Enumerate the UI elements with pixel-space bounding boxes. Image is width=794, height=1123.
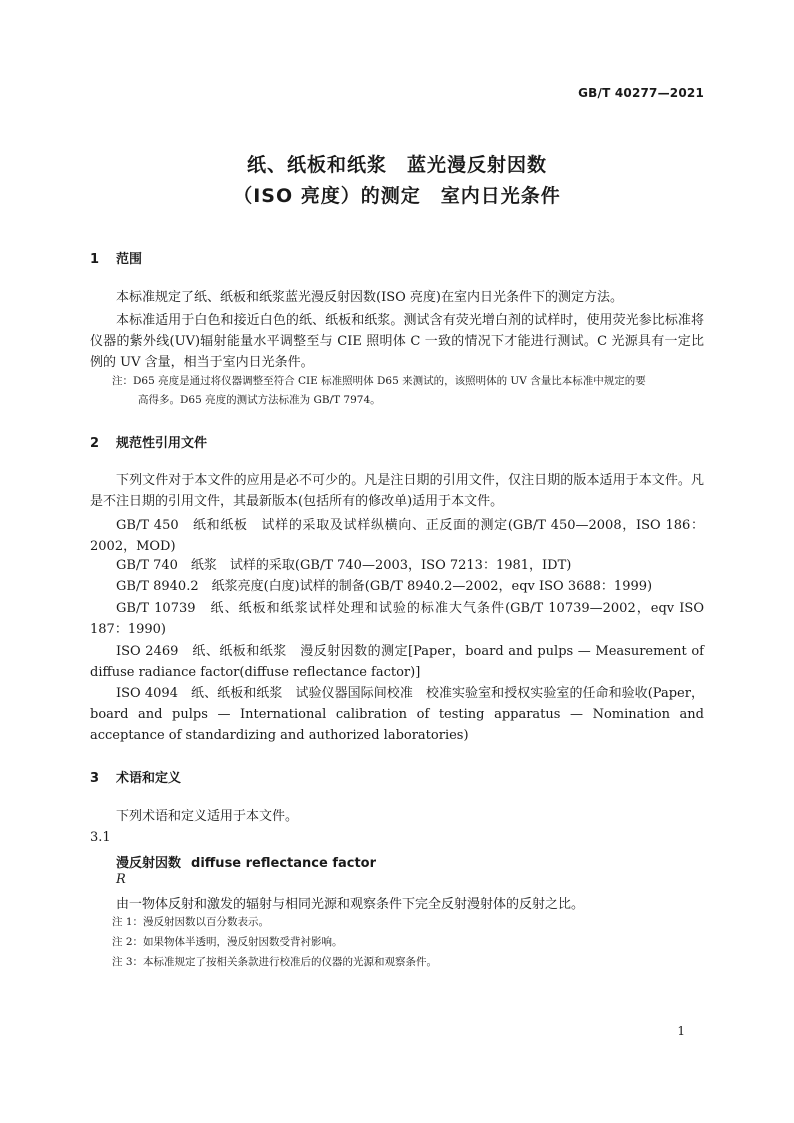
reference-item: GB/T 10739 纸、纸板和纸浆试样处理和试验的标准大气条件(GB/T 10739—2002，eqv ISO 187：1990) — [90, 601, 704, 637]
definition-note: 注 1：漫反射因数以百分数表示。 — [112, 916, 270, 928]
term-symbol: R — [116, 872, 126, 887]
clause-number: 3.1 — [90, 830, 111, 845]
references-intro: 下列文件对于本文件的应用是必不可少的。凡是注日期的引用文件，仅注日期的版本适用于本文件。凡是不注日期的引用文件，其最新版本(包括所有的修改单)适用于本文件。 — [90, 473, 704, 509]
reference-item: GB/T 450 纸和纸板 试样的采取及试样纵横向、正反面的测定(GB/T 450—2008，ISO 186：2002，MOD) — [90, 518, 704, 554]
reference-item: GB/T 8940.2 纸浆亮度(白度)试样的制备(GB/T 8940.2—2002，eqv ISO 3688：1999) — [116, 579, 653, 594]
term-english: diffuse reflectance factor — [191, 856, 377, 871]
scope-paragraph-1: 本标准规定了纸、纸板和纸浆蓝光漫反射因数(ISO 亮度)在室内日光条件下的测定方法。 — [116, 290, 623, 305]
terms-intro: 下列术语和定义适用于本文件。 — [116, 809, 299, 824]
note-line: 高得多。D65 亮度的测试方法标准为 GB/T 7974。 — [138, 394, 381, 406]
term-entry — [116, 852, 376, 871]
section-number: 2 — [90, 436, 100, 451]
section-1-heading — [90, 248, 142, 267]
definition-note: 注 2：如果物体半透明，漫反射因数受背衬影响。 — [112, 936, 343, 948]
page-number: 1 — [677, 1024, 685, 1038]
standard-code: GB/T 40277—2021 — [578, 86, 704, 100]
scope-paragraph-2: 本标准适用于白色和接近白色的纸、纸板和纸浆。测试含有荧光增白剂的试样时，使用荧光参比标准将仪器的紫外线(UV)辐射能量水平调整至与 CIE 照明体 C 一致的情况下才能进行测试。C 光源具有一定比例的 UV 含量，相当于室内日光条件。 — [90, 313, 704, 370]
term-chinese: 漫反射因数 — [116, 856, 182, 871]
section-number: 3 — [90, 771, 100, 786]
reference-item: GB/T 740 纸浆 试样的采取(GB/T 740—2003，ISO 7213：1981，IDT) — [116, 558, 572, 573]
reference-item: ISO 2469 纸、纸板和纸浆 漫反射因数的测定[Paper，board and pulps — Measurement of diffuse radiance factor(diffuse reflectance factor)] — [90, 644, 704, 680]
definition-note: 注 3：本标准规定了按相关条款进行校准后的仪器的光源和观察条件。 — [112, 956, 438, 968]
section-title: 规范性引用文件 — [116, 436, 208, 451]
title-line-2: （ISO 亮度）的测定 室内日光条件 — [233, 185, 561, 207]
note-line: 注：D65 亮度是通过将仪器调整至符合 CIE 标准照明体 D65 来测试的，该照明体的 UV 含量比本标准中规定的要 — [112, 375, 646, 387]
section-2-heading — [90, 432, 207, 451]
title-line-1: 纸、纸板和纸浆 蓝光漫反射因数 — [246, 154, 547, 176]
scope-note — [112, 372, 704, 410]
section-3-heading — [90, 767, 181, 786]
reference-item: ISO 4094 纸、纸板和纸浆 试验仪器国际间校准 校准实验室和授权实验室的任命和验收(Paper，board and pulps — International calibration of testing apparatus — Nomination and acceptance of standardizing and authorized laboratories) — [90, 686, 704, 743]
term-definition: 由一物体反射和激发的辐射与相同光源和观察条件下完全反射漫射体的反射之比。 — [116, 897, 585, 912]
section-title: 术语和定义 — [116, 771, 182, 786]
section-number: 1 — [90, 252, 100, 267]
section-title: 范围 — [116, 252, 143, 267]
